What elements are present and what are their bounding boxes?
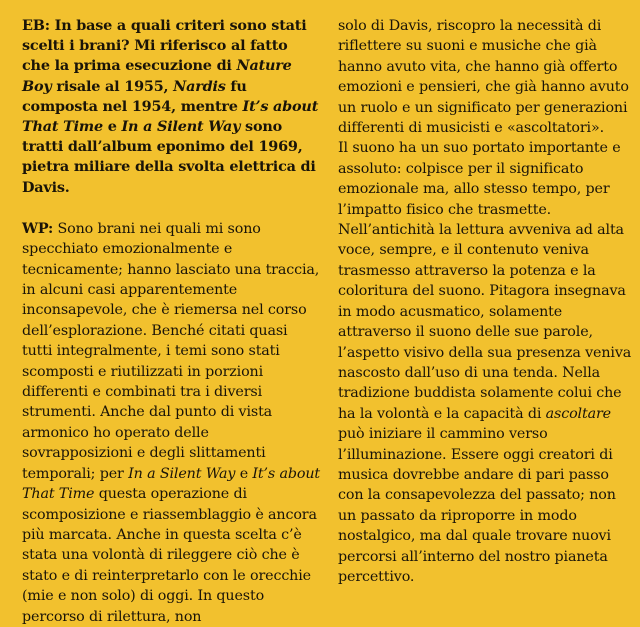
answer-text: questa operazione di scomposizione e riassemblaggio è ancora più marcata. Anche in questa scelta c’è stata una volontà di rileggere ciò che è stato e di reinterpretarlo con le orecchie (mie e non solo) di oggi. In questo percorso di rilettura, non [22,486,317,625]
answer-text: Il suono ha un suo portato importante e assoluto: colpisce per il significato emozionale ma, allo stesso tempo, per l’impatto fisico che trasmette. Nell’antichità la lettura avveniva ad alta voce, sempre, e il contenuto veniva trasmesso attraverso la potenza e la coloritura del suono. Pitagora insegnava in modo acusmatico, solamente attraverso il suono delle sue parole, l’aspetto visivo della sua presenza veniva nascosto dall’uso di una tenda. Nella tradizione buddista solamente colui che ha la volontà e la capacità di [338,140,632,422]
answer-paragraph: solo di Davis, riscopro la necessità di riflettere su suoni e musiche che già hanno avuto vita, che hanno già offerto emozioni e pensieri, che già hanno avuto un ruolo e un significato per generazioni differenti di musicisti e «ascoltatori». [338,18,629,137]
title-nardis: Nardis [173,77,226,95]
question-text: risale al 1955, [51,77,174,95]
answer-text: Sono brani nei quali mi sono specchiato emozionalmente e tecnicamente; hanno lasciato una traccia, in alcuni casi apparentemente inconsapevole, che è riemersa nel corso dell’esplorazione. Benché citati quasi tutti integralmente, i temi sono stati scomposti e riutilizzati in porzioni differenti e combinati tra i diversi strumenti. Anche dal punto di vista armonico ho operato delle sovrapposizioni e degli slittamenti temporali; per [22,220,320,482]
interviewee-tag: WP: [22,220,54,237]
question-text: e [102,118,122,136]
title-nature-boy: Nature Boy [22,57,292,95]
title-its-about-that-time: It’s about That Time [22,97,319,136]
answer-text: può iniziare il cammino verso l’illuminazione. Essere oggi creatori di musica dovrebbe andare di pari passo con la consapevolezza del passato; non un passato da riproporre in modo nostalgico, ma dal quale trovare nuovi percorsi all’interno del nostro pianeta percettivo. [338,426,616,585]
answer-text: e [235,465,253,482]
emphasis-ascoltare: ascoltare [545,405,611,422]
interview-question [22,16,320,198]
interview-answer [22,219,320,627]
question-text: sono tratti dall’album eponimo del 1969, pietra miliare della svolta elettrica di Davis. [22,118,316,196]
answer-paragraph [338,138,636,587]
title-its-about-that-time: It’s about That Time [22,465,320,503]
right-column [338,16,636,587]
left-column [22,16,320,627]
title-in-a-silent-way: In a Silent Way [121,118,241,136]
question-text: fu composta nel 1954, mentre [22,77,247,115]
interviewer-tag: EB: [22,17,50,34]
question-text: In base a quali criteri sono stati scelti i brani? Mi riferisco al fatto che la prima esecuzione di [22,17,307,75]
title-in-a-silent-way: In a Silent Way [128,465,236,482]
